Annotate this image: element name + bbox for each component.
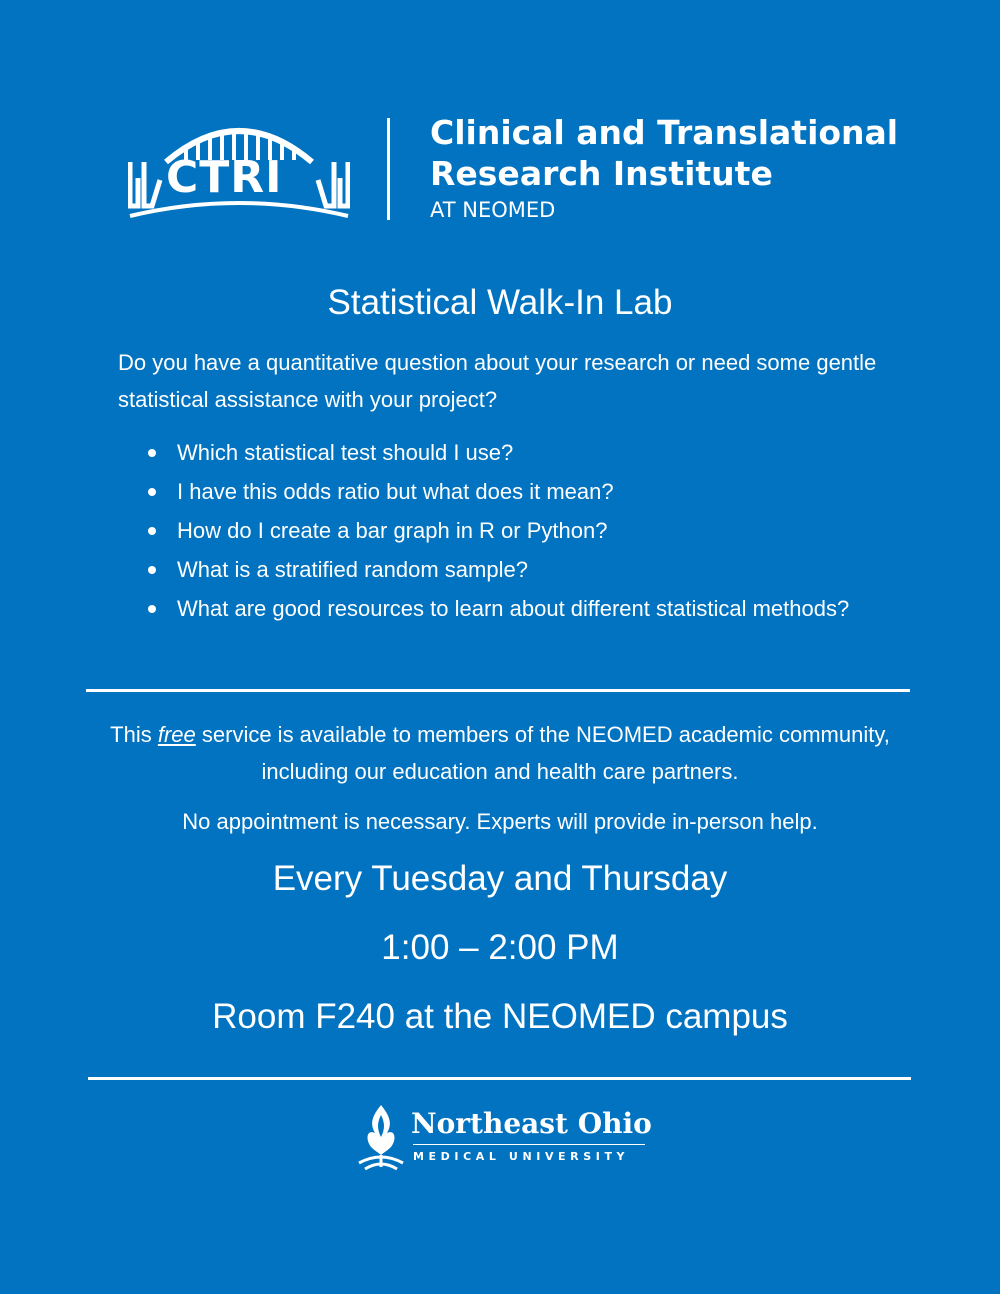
service-emphasis: free — [157, 722, 196, 747]
neomed-underline — [413, 1144, 645, 1145]
ctri-logo — [128, 120, 350, 224]
divider-bottom — [88, 1077, 911, 1080]
header-divider — [387, 118, 390, 220]
schedule-room: Room F240 at the NEOMED campus — [212, 997, 788, 1036]
service-text-before: This — [110, 722, 158, 747]
bullet-icon — [148, 527, 156, 535]
bullet-icon — [148, 488, 156, 496]
service-description — [100, 716, 900, 790]
flame-icon — [355, 1103, 407, 1171]
bullet-icon — [148, 449, 156, 457]
question-text: Which statistical test should I use? — [177, 440, 514, 465]
no-appointment-note: No appointment is necessary. Experts will provide in-person help. — [182, 809, 818, 834]
list-item — [118, 434, 898, 471]
ctri-header — [128, 112, 899, 224]
schedule-days: Every Tuesday and Thursday — [272, 859, 728, 898]
neomed-name: Northeast Ohio — [411, 1107, 652, 1140]
question-text: What are good resources to learn about different statistical methods? — [177, 596, 850, 621]
ctri-logo-text: CTRI — [166, 152, 283, 203]
institute-name — [430, 112, 900, 224]
institute-line3: AT NEOMED — [430, 198, 556, 222]
page-title: Statistical Walk-In Lab — [327, 283, 673, 322]
question-text: How do I create a bar graph in R or Python? — [177, 518, 608, 543]
schedule-time: 1:00 – 2:00 PM — [381, 928, 619, 967]
bullet-icon — [148, 605, 156, 613]
question-text: What is a stratified random sample? — [177, 557, 528, 582]
institute-line2: Research Institute — [430, 154, 773, 193]
neomed-logo — [355, 1103, 655, 1173]
list-item — [118, 512, 898, 549]
divider-top — [86, 689, 910, 692]
list-item — [118, 551, 898, 588]
intro-paragraph: Do you have a quantitative question about your research or need some gentle statistical assistance with your project? — [118, 350, 877, 412]
neomed-subtitle: MEDICAL UNIVERSITY — [413, 1150, 630, 1163]
list-item — [118, 590, 898, 627]
question-list — [118, 434, 898, 629]
question-text: I have this odds ratio but what does it mean? — [177, 479, 614, 504]
list-item — [118, 473, 898, 510]
service-text-after: service is available to members of the NEOMED academic community, including our education and health care partners. — [195, 722, 890, 784]
institute-line1: Clinical and Translational — [430, 113, 899, 152]
bullet-icon — [148, 566, 156, 574]
